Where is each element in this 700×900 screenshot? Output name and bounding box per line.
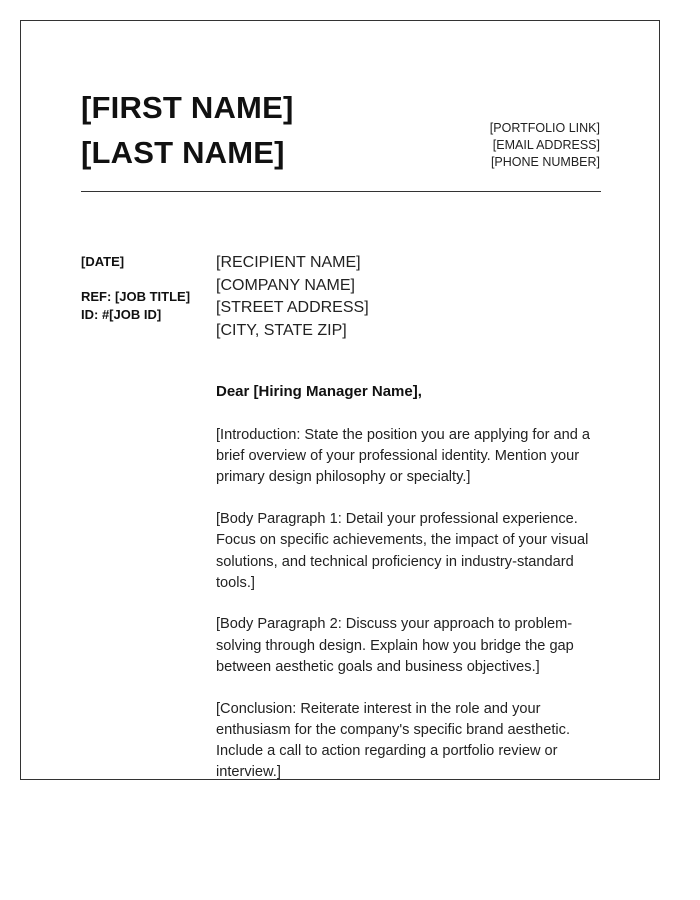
- portfolio-link: [PORTFOLIO LINK]: [489, 121, 600, 135]
- conclusion-paragraph: [Conclusion: Reiterate interest in the role and your enthusiasm for the company's specific brand aesthetic. Include a call to action regarding a portfolio review or interview.]: [216, 700, 571, 780]
- applicant-name: [81, 85, 293, 175]
- recipient-name: [RECIPIENT NAME]: [216, 254, 361, 271]
- city-state-zip: [CITY, STATE ZIP]: [216, 321, 347, 339]
- body-paragraph-1: [Body Paragraph 1: Detail your professional experience. Focus on specific achievements, the impact of your visual solutions, and technical proficiency in industry-standard tools.]: [216, 511, 589, 591]
- introduction-paragraph: [Introduction: State the position you are applying for and a brief overview of your professional identity. Mention your primary design philosophy or specialty.]: [216, 427, 591, 486]
- email-address: [EMAIL ADDRESS]: [492, 138, 600, 152]
- body-paragraph-2: [Body Paragraph 2: Discuss your approach to problem-solving through design. Explain how you bridge the gap between aesthetic goals and business objectives.]: [216, 616, 574, 675]
- first-name: [FIRST NAME]: [81, 90, 294, 125]
- last-name: [LAST NAME]: [81, 135, 285, 170]
- header-divider: [81, 191, 601, 192]
- phone-number: [PHONE NUMBER]: [490, 155, 600, 169]
- company-name: [COMPANY NAME]: [216, 276, 355, 294]
- letter-date: [DATE]: [81, 254, 125, 269]
- letter-body: [216, 425, 601, 780]
- salutation: Dear [Hiring Manager Name],: [216, 383, 422, 400]
- recipient-address: [216, 252, 369, 342]
- contact-info: [490, 120, 600, 171]
- letter-meta: [81, 253, 190, 324]
- letter-page: [20, 20, 660, 780]
- job-id: ID: #[JOB ID]: [81, 307, 162, 322]
- street-address: [STREET ADDRESS]: [216, 299, 369, 316]
- job-reference: REF: [JOB TITLE]: [81, 289, 191, 304]
